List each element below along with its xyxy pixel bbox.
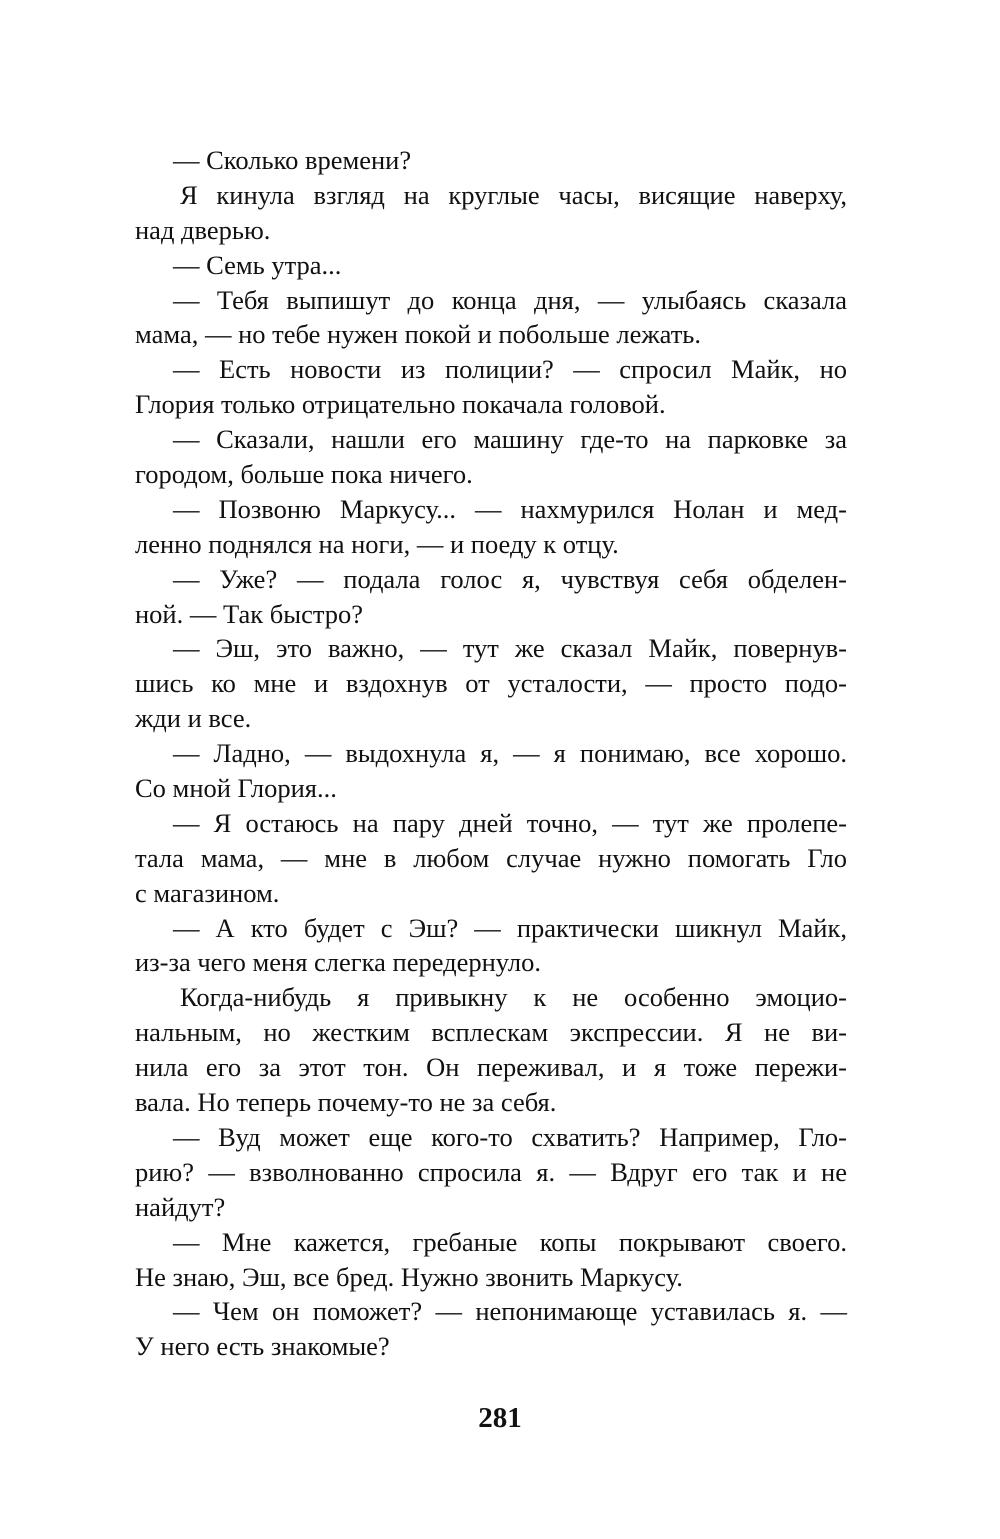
text-line: Глория только отрицательно покачала головой. — [135, 389, 666, 420]
text-line: из-за чего меня слегка передернуло. — [135, 947, 541, 978]
text-line: нила его за этот тон. Он переживал, и я тоже пережи- — [135, 1052, 847, 1083]
text-line: над дверью. — [135, 214, 271, 245]
text-line: шись ко мне и вздохнув от усталости, — просто подо- — [135, 668, 847, 699]
text-line: — Тебя выпишут до конца дня, — улыбаясь сказала — [173, 284, 847, 315]
text-line: — Вуд может еще кого-то схватить? Например, Гло- — [173, 1121, 847, 1152]
text-line: ной. — Так быстро? — [135, 598, 363, 629]
text-line: Не знаю, Эш, все бред. Нужно звонить Маркусу. — [135, 1261, 683, 1292]
text-line: с магазином. — [135, 877, 280, 908]
text-line: — Мне кажется, гребаные копы покрывают своего. — [173, 1226, 847, 1257]
text-line: Я кинула взгляд на круглые часы, висящие наверху, — [180, 179, 847, 210]
text-line: — Сколько времени? — [173, 145, 412, 175]
text-line: Со мной Глория... — [135, 773, 337, 804]
text-line: ленно поднялся на ноги, — и поеду к отцу. — [135, 528, 619, 559]
text-line: У него есть знакомые? — [135, 1331, 390, 1362]
text-line: нальным, но жестким всплескам экспрессии. Я не ви- — [135, 1017, 847, 1048]
text-line: — Чем он поможет? — непонимающе уставилась я. — — [173, 1296, 847, 1327]
text-line: вала. Но теперь почему-то не за себя. — [135, 1087, 557, 1118]
text-line: — А кто будет с Эш? — практически шикнул Майк, — [173, 912, 847, 943]
text-line: найдут? — [135, 1191, 226, 1222]
text-line: — Эш, это важно, — тут же сказал Майк, повернув- — [173, 633, 847, 664]
text-line: жди и все. — [135, 703, 252, 734]
page-body — [135, 143, 847, 1364]
text-line: рию? — взволнованно спросила я. — Вдруг его так и не — [135, 1156, 847, 1187]
text-line: — Я остаюсь на пару дней точно, — тут же пролепе- — [173, 807, 847, 838]
text-line: — Есть новости из полиции? — спросил Майк, но — [173, 354, 847, 385]
text-line: — Ладно, — выдохнула я, — я понимаю, все хорошо. — [173, 738, 847, 769]
text-line: Когда-нибудь я привыкну к не особенно эмоцио- — [180, 982, 847, 1013]
page-number: 281 — [478, 1402, 522, 1434]
text-line: — Сказали, нашли его машину где-то на парковке за — [173, 424, 847, 455]
text-line: — Позвоню Маркусу... — нахмурился Нолан и мед- — [173, 493, 847, 524]
text-line: тала мама, — мне в любом случае нужно помогать Гло — [135, 842, 847, 873]
text-line: городом, больше пока ничего. — [135, 459, 473, 490]
text-line: — Уже? — подала голос я, чувствуя себя обделен- — [173, 563, 847, 594]
text-line: мама, — но тебе нужен покой и побольше лежать. — [135, 319, 702, 350]
text-line: — Семь утра... — [173, 249, 342, 280]
